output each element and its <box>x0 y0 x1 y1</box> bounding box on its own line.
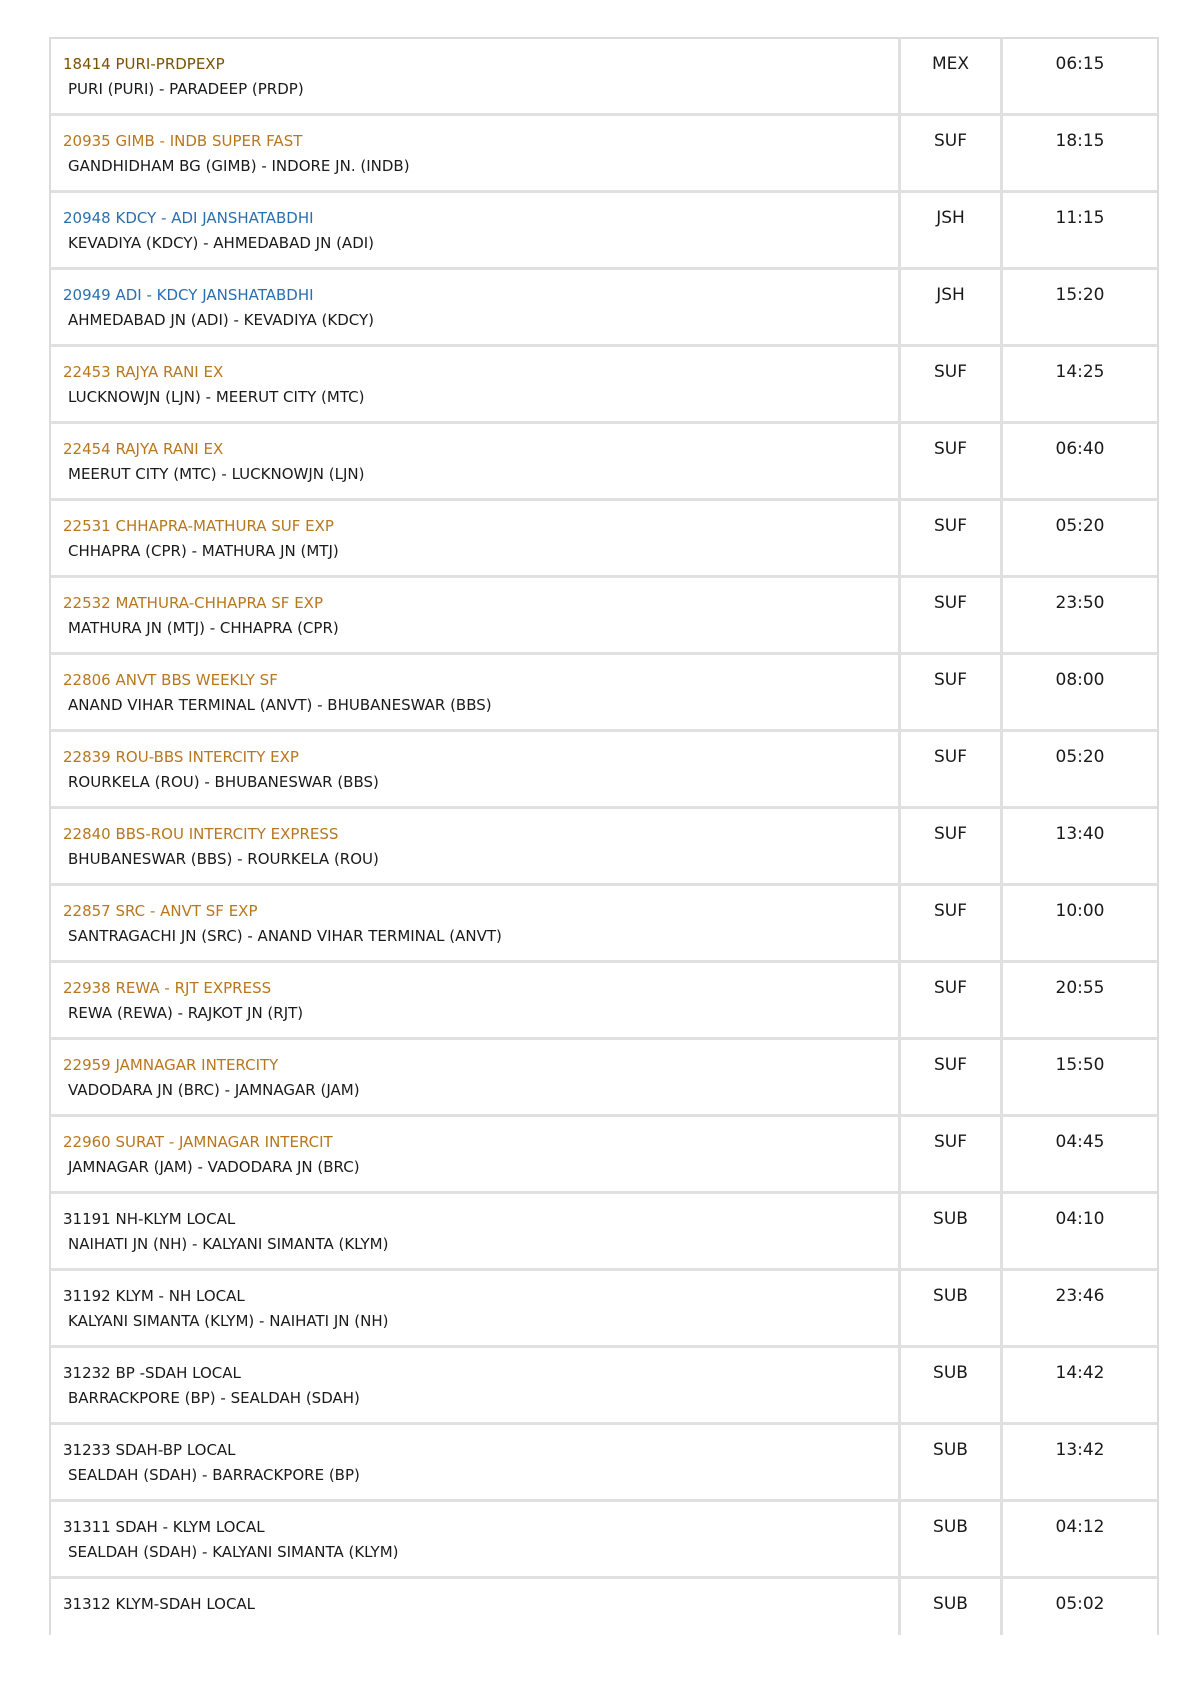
train-name: 20948 KDCY - ADI JANSHATABDHI <box>63 209 314 227</box>
departure-time: 05:02 <box>1055 1594 1105 1614</box>
train-cell <box>51 39 901 113</box>
table-row <box>51 1579 1157 1635</box>
table-row <box>51 1348 1157 1425</box>
departure-time: 04:12 <box>1055 1517 1105 1537</box>
table-row <box>51 809 1157 886</box>
table-row <box>51 1117 1157 1194</box>
train-type: SUF <box>901 655 1003 729</box>
train-cell <box>51 347 901 421</box>
train-cell <box>51 1040 901 1114</box>
train-name: 31191 NH-KLYM LOCAL <box>63 1210 236 1228</box>
train-cell <box>51 1425 901 1499</box>
train-type: SUF <box>901 1040 1003 1114</box>
departure-time: 06:15 <box>1055 54 1105 74</box>
table-row <box>51 116 1157 193</box>
train-route: SEALDAH (SDAH) - KALYANI SIMANTA (KLYM) <box>68 1543 399 1561</box>
train-route: GANDHIDHAM BG (GIMB) - INDORE JN. (INDB) <box>68 157 410 175</box>
train-route: BHUBANESWAR (BBS) - ROURKELA (ROU) <box>68 850 379 868</box>
train-route: KALYANI SIMANTA (KLYM) - NAIHATI JN (NH) <box>68 1312 389 1330</box>
train-route: REWA (REWA) - RAJKOT JN (RJT) <box>68 1004 304 1022</box>
departure-time: 20:55 <box>1055 978 1105 998</box>
departure-time: 14:25 <box>1055 362 1105 382</box>
train-type: JSH <box>901 270 1003 344</box>
departure-time: 23:46 <box>1055 1286 1105 1306</box>
train-type: SUF <box>901 116 1003 190</box>
train-route: ROURKELA (ROU) - BHUBANESWAR (BBS) <box>68 773 379 791</box>
departure-time: 10:00 <box>1055 901 1105 921</box>
train-type: SUF <box>901 963 1003 1037</box>
train-type: SUB <box>901 1425 1003 1499</box>
table-row <box>51 270 1157 347</box>
train-route: LUCKNOWJN (LJN) - MEERUT CITY (MTC) <box>68 388 365 406</box>
departure-time: 04:10 <box>1055 1209 1105 1229</box>
table-row <box>51 963 1157 1040</box>
train-type: SUF <box>901 578 1003 652</box>
train-name: 22454 RAJYA RANI EX <box>63 440 224 458</box>
train-cell <box>51 1579 901 1635</box>
table-row <box>51 347 1157 424</box>
train-route: BARRACKPORE (BP) - SEALDAH (SDAH) <box>68 1389 360 1407</box>
train-route: CHHAPRA (CPR) - MATHURA JN (MTJ) <box>68 542 339 560</box>
train-cell <box>51 963 901 1037</box>
table-row <box>51 1425 1157 1502</box>
train-type: SUB <box>901 1502 1003 1576</box>
train-type: SUB <box>901 1271 1003 1345</box>
departure-time: 18:15 <box>1055 131 1105 151</box>
departure-time: 08:00 <box>1055 670 1105 690</box>
train-name: 22959 JAMNAGAR INTERCITY <box>63 1056 279 1074</box>
train-cell <box>51 270 901 344</box>
departure-time: 05:20 <box>1055 747 1105 767</box>
train-name: 20935 GIMB - INDB SUPER FAST <box>63 132 303 150</box>
train-name: 31233 SDAH-BP LOCAL <box>63 1441 236 1459</box>
departure-time: 06:40 <box>1055 439 1105 459</box>
train-cell <box>51 655 901 729</box>
train-route: PURI (PURI) - PARADEEP (PRDP) <box>68 80 304 98</box>
table-row <box>51 655 1157 732</box>
table-row <box>51 193 1157 270</box>
train-route: KEVADIYA (KDCY) - AHMEDABAD JN (ADI) <box>68 234 375 252</box>
train-type: SUF <box>901 424 1003 498</box>
table-row <box>51 732 1157 809</box>
train-name: 31312 KLYM-SDAH LOCAL <box>63 1595 256 1613</box>
train-route: VADODARA JN (BRC) - JAMNAGAR (JAM) <box>68 1081 360 1099</box>
train-route: AHMEDABAD JN (ADI) - KEVADIYA (KDCY) <box>68 311 375 329</box>
train-name: 22938 REWA - RJT EXPRESS <box>63 979 272 997</box>
table-row <box>51 39 1157 116</box>
train-name: 22532 MATHURA-CHHAPRA SF EXP <box>63 594 324 612</box>
departure-time: 04:45 <box>1055 1132 1105 1152</box>
departure-time: 15:20 <box>1055 285 1105 305</box>
train-route: ANAND VIHAR TERMINAL (ANVT) - BHUBANESWAR (BBS) <box>68 696 492 714</box>
train-name: 20949 ADI - KDCY JANSHATABDHI <box>63 286 314 304</box>
train-cell <box>51 809 901 883</box>
train-cell <box>51 1194 901 1268</box>
table-row <box>51 886 1157 963</box>
table-row <box>51 1502 1157 1579</box>
table-row <box>51 578 1157 655</box>
table-row <box>51 1271 1157 1348</box>
train-type: SUF <box>901 501 1003 575</box>
train-cell <box>51 886 901 960</box>
train-route: MATHURA JN (MTJ) - CHHAPRA (CPR) <box>68 619 339 637</box>
train-name: 22840 BBS-ROU INTERCITY EXPRESS <box>63 825 339 843</box>
train-name: 31192 KLYM - NH LOCAL <box>63 1287 245 1305</box>
train-name: 31311 SDAH - KLYM LOCAL <box>63 1518 265 1536</box>
train-cell <box>51 578 901 652</box>
train-type: SUB <box>901 1348 1003 1422</box>
train-cell <box>51 424 901 498</box>
train-name: 22960 SURAT - JAMNAGAR INTERCIT <box>63 1133 333 1151</box>
train-schedule-table <box>49 37 1159 1635</box>
train-cell <box>51 193 901 267</box>
table-row <box>51 501 1157 578</box>
train-type: SUF <box>901 347 1003 421</box>
train-route: NAIHATI JN (NH) - KALYANI SIMANTA (KLYM) <box>68 1235 389 1253</box>
train-route: JAMNAGAR (JAM) - VADODARA JN (BRC) <box>68 1158 360 1176</box>
table-row <box>51 424 1157 501</box>
train-type: SUF <box>901 886 1003 960</box>
train-type: MEX <box>901 39 1003 113</box>
train-name: 22839 ROU-BBS INTERCITY EXP <box>63 748 299 766</box>
train-name: 18414 PURI-PRDPEXP <box>63 55 225 73</box>
train-cell <box>51 1117 901 1191</box>
departure-time: 15:50 <box>1055 1055 1105 1075</box>
train-cell <box>51 1271 901 1345</box>
table-row <box>51 1194 1157 1271</box>
train-cell <box>51 116 901 190</box>
table-row <box>51 1040 1157 1117</box>
train-name: 31232 BP -SDAH LOCAL <box>63 1364 241 1382</box>
train-name: 22453 RAJYA RANI EX <box>63 363 224 381</box>
departure-time: 23:50 <box>1055 593 1105 613</box>
departure-time: 14:42 <box>1055 1363 1105 1383</box>
train-name: 22806 ANVT BBS WEEKLY SF <box>63 671 278 689</box>
train-cell <box>51 501 901 575</box>
train-cell <box>51 732 901 806</box>
train-cell <box>51 1502 901 1576</box>
train-route: SEALDAH (SDAH) - BARRACKPORE (BP) <box>68 1466 360 1484</box>
train-name: 22531 CHHAPRA-MATHURA SUF EXP <box>63 517 334 535</box>
train-type: SUB <box>901 1579 1003 1635</box>
train-type: SUB <box>901 1194 1003 1268</box>
departure-time: 13:40 <box>1055 824 1105 844</box>
train-type: SUF <box>901 732 1003 806</box>
train-type: SUF <box>901 809 1003 883</box>
departure-time: 05:20 <box>1055 516 1105 536</box>
train-type: SUF <box>901 1117 1003 1191</box>
train-type: JSH <box>901 193 1003 267</box>
train-route: MEERUT CITY (MTC) - LUCKNOWJN (LJN) <box>68 465 365 483</box>
train-cell <box>51 1348 901 1422</box>
train-name: 22857 SRC - ANVT SF EXP <box>63 902 258 920</box>
departure-time: 13:42 <box>1055 1440 1105 1460</box>
departure-time: 11:15 <box>1055 208 1105 228</box>
train-route: SANTRAGACHI JN (SRC) - ANAND VIHAR TERMINAL (ANVT) <box>68 927 502 945</box>
